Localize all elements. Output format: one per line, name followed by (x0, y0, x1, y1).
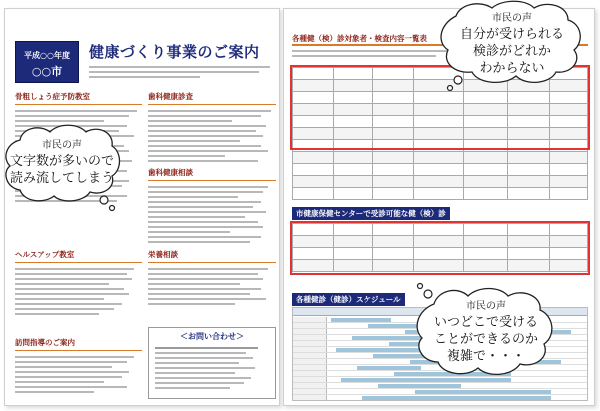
bubble-text (0, 139, 124, 187)
schedule-row-label (293, 395, 327, 400)
table-row (293, 152, 588, 164)
section-health-up-class (15, 249, 142, 318)
schedule-row-label (293, 383, 327, 388)
bubble-line: 複雑で・・・ (446, 349, 525, 364)
section-nutrition-consultation (148, 249, 276, 308)
year-badge-line2: ○○市 (31, 65, 63, 78)
schedule-row-label (293, 347, 327, 352)
section-dental-consultation (148, 167, 276, 246)
schedule-row-label (293, 377, 327, 382)
schedule-bar (378, 384, 461, 388)
section-heading: ヘルスアップ教室 (15, 249, 142, 263)
section-heading: 栄養相談 (148, 249, 276, 263)
section-home-visit-guidance (15, 337, 142, 396)
bubble-line: 文字数が多いので (9, 154, 114, 169)
section-heading: 骨粗しょう症予防教室 (15, 91, 142, 105)
schedule-row (293, 395, 587, 401)
bubble-line: いつどこで受ける (433, 315, 538, 330)
bubble-label: 市民の声 (492, 13, 532, 24)
contact-box (148, 327, 276, 399)
citizen-voice-bubble (0, 122, 124, 212)
schedule-row-label (293, 371, 327, 376)
section-body-text (148, 105, 276, 162)
schedule-row-label (293, 335, 327, 340)
bubble-line: 自分が受けられる (459, 27, 564, 42)
section-eligibility-table-title: 各種健（検）診対象者・検査内容一覧表 (292, 34, 427, 43)
table-row (293, 188, 588, 200)
bubble-text (410, 300, 562, 365)
intro-text-block (89, 63, 274, 81)
section-body-text (148, 263, 276, 305)
bubble-line: 検診がどれか (472, 44, 551, 59)
section-heading: 訪問指導のご案内 (15, 337, 142, 351)
citizen-voice-bubble (410, 282, 562, 382)
schedule-row-label (293, 365, 327, 370)
bubble-line: わからない (479, 61, 545, 76)
section-body-text (15, 263, 142, 315)
red-highlight-box (290, 221, 590, 275)
brochure-title: 健康づくり事業のご案内 (89, 43, 260, 61)
schedule-row-label (293, 323, 327, 328)
section-schedule-title: 各種健診（健診）スケジュール (292, 293, 405, 306)
year-badge (15, 41, 79, 83)
schedule-row-label (293, 317, 327, 322)
schedule-row-label (293, 359, 327, 364)
bubble-line: 読み流してしまう (9, 171, 114, 186)
contact-title: ＜お問い合わせ＞ (180, 332, 244, 341)
section-heading: 歯科健康相談 (148, 167, 276, 181)
section-heading: 歯科健康診査 (148, 91, 276, 105)
schedule-bar (331, 318, 391, 322)
schedule-row-label (293, 341, 327, 346)
bubble-label: 市民の声 (42, 140, 82, 151)
citizen-voice-bubble (434, 0, 590, 92)
table-row (293, 164, 588, 176)
table-row (293, 176, 588, 188)
bubble-line: ことができるのか (433, 332, 538, 347)
schedule-bar (415, 390, 551, 394)
bubble-label: 市民の声 (466, 301, 506, 312)
schedule-row-label (293, 353, 327, 358)
schedule-row-label (293, 329, 327, 334)
section-dental-checkup (148, 91, 276, 165)
section-health-center-title: 市健康保健センターで受診可能な健（検）診 (292, 207, 450, 220)
year-badge-line1: 平成○○年度 (24, 51, 70, 60)
schedule-row-label (293, 389, 327, 394)
bubble-text (434, 12, 590, 77)
schedule-bar (362, 396, 551, 400)
section-body-text (148, 181, 276, 243)
section-body-text (15, 351, 142, 393)
